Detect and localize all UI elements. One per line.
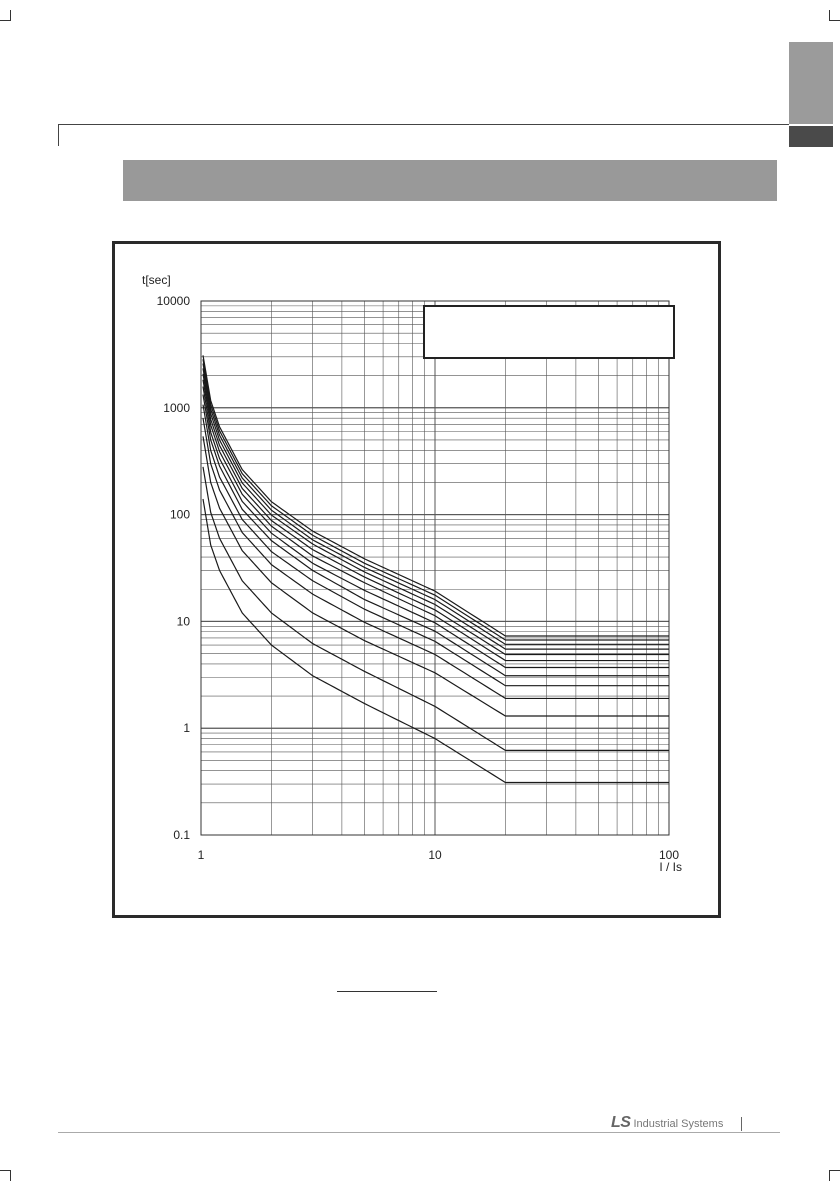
trip-curve-10 xyxy=(203,368,669,649)
y-axis-label: t[sec] xyxy=(142,273,171,287)
crop-mark-bottom-right xyxy=(829,1170,830,1181)
crop-mark-top-left xyxy=(10,10,11,21)
chart-curves xyxy=(203,355,669,782)
y-tick-label: 1000 xyxy=(163,400,190,415)
crop-mark-bottom-right xyxy=(830,1170,840,1171)
x-tick-labels xyxy=(198,848,680,862)
crop-mark-top-right xyxy=(830,20,840,21)
trip-curve-chart xyxy=(115,244,718,915)
x-tick-label: 100 xyxy=(658,848,680,862)
trip-curve-5 xyxy=(203,405,669,686)
y-tick-label: 100 xyxy=(169,507,190,522)
trip-curve-4 xyxy=(203,418,669,698)
trip-curve-12 xyxy=(203,359,669,640)
x-tick-label: 10 xyxy=(428,848,442,862)
trip-curve-11 xyxy=(203,363,669,644)
caption-underline xyxy=(337,991,437,992)
x-tick-label: 1 xyxy=(197,848,205,862)
company-logo xyxy=(611,1114,723,1134)
logo-mark: LS xyxy=(611,1114,631,1131)
chart-annotation-box xyxy=(424,306,674,358)
y-tick-label: 0.1 xyxy=(173,828,190,842)
chapter-tab xyxy=(789,42,833,124)
crop-mark-top-right xyxy=(829,10,830,21)
trip-curve-2 xyxy=(203,467,669,751)
chart-grid xyxy=(201,301,669,835)
chart-frame xyxy=(112,241,721,918)
crop-mark-top-left xyxy=(0,20,10,21)
crop-mark-bottom-left xyxy=(10,1170,11,1181)
trip-curve-8 xyxy=(203,380,669,661)
y-tick-label: 1 xyxy=(183,721,190,736)
trip-curve-3 xyxy=(203,436,669,716)
y-tick-label: 10000 xyxy=(156,294,190,308)
header-rule-tick xyxy=(58,124,59,146)
trip-curve-6 xyxy=(203,395,669,676)
footer-separator xyxy=(741,1117,742,1131)
header-rule xyxy=(58,124,789,125)
section-title-bar xyxy=(123,160,777,201)
crop-mark-bottom-left xyxy=(0,1170,10,1171)
chapter-tab-marker xyxy=(789,126,833,147)
logo-text: Industrial Systems xyxy=(633,1118,724,1130)
y-tick-label: 10 xyxy=(176,614,190,629)
y-tick-labels xyxy=(157,294,191,842)
trip-curve-13 xyxy=(203,355,669,636)
x-axis-label: I / Is xyxy=(659,860,682,874)
